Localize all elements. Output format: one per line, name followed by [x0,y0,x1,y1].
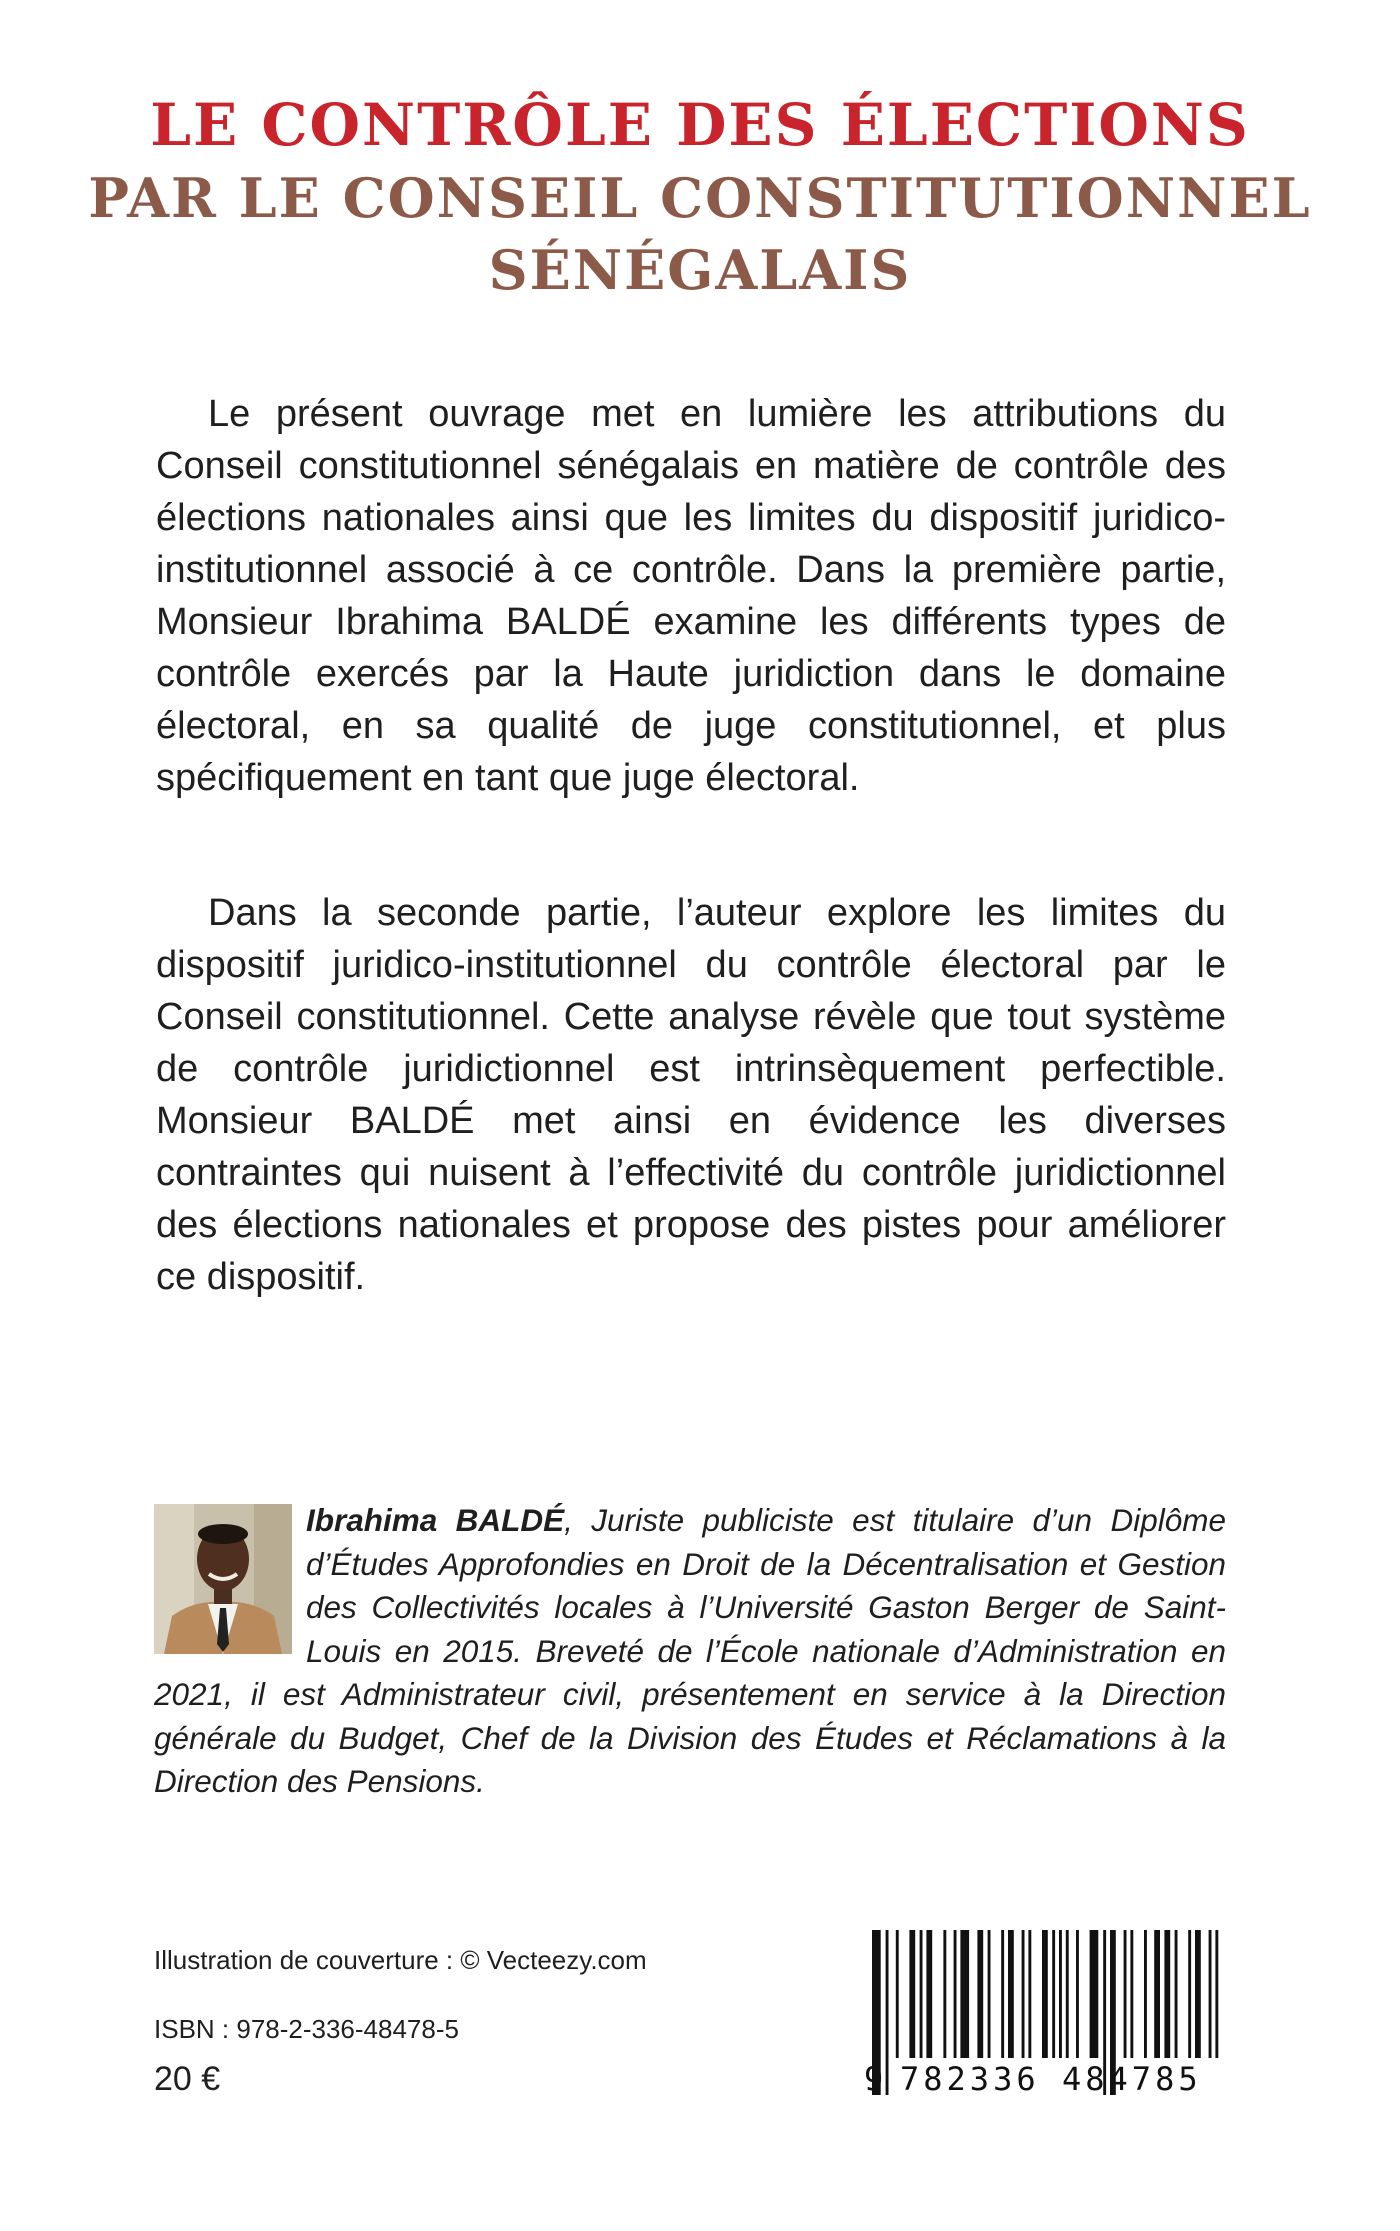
author-bio-text: , Juriste publiciste est titulaire d’un Diplôme d’Études Approfondies en Droit de la Décentralisation et Gestion des Collectivités locales à l’Université Gaston Berger de Saint-Louis en 2015. Breveté de l’École nationale d’Administration en 2021, il est Administrateur civil, présentement en service à la Direction générale du Budget, Chef de la Division des Études et Réclamations à la Direction des Pensions. [154,1502,1226,1799]
barcode-bar [1028,1930,1031,2058]
barcode-bar [1076,1930,1079,2058]
barcode-bar [1059,1930,1062,2058]
barcode-bar [1052,1930,1055,2058]
barcode-bar [920,1930,923,2058]
title-line-2: PAR LE CONSEIL CONSTITUTIONNEL [88,166,1312,230]
isbn: ISBN : 978-2-336-48478-5 [154,2014,459,2044]
summary-paragraph-2: Dans la seconde partie, l’auteur explore les limites du dispositif juridico-institutionnel du contrôle électoral par le Conseil constitutionnel. Cette analyse révèle que tout système de contrôle juridictionnel est intrinsèquement perfectible. Monsieur BALDÉ met ainsi en évidence les diverses contraintes qui nuisent à l’effectivité du contrôle juridictionnel des élections nationales et propose des pistes pour améliorer ce dispositif. [156,892,1226,1298]
barcode-bar [1090,1930,1099,2058]
barcode-bar [1144,1930,1147,2058]
barcode-bar [1209,1930,1212,2058]
barcode-lead-digit: 9 [864,2060,884,2098]
author-name: Ibrahima BALDÉ [306,1502,565,1538]
barcode-bar [1022,1930,1025,2058]
barcode-bar [960,1930,969,2058]
summary-paragraph-1: Le présent ouvrage met en lumière les attributions du Conseil constitutionnel sénégalais en matière de contrôle des élections nationales ainsi que les limites du dispositif juridico-institutionnel associé à ce contrôle. Dans la première partie, Monsieur Ibrahima BALDÉ examine les différents types de contrôle exercés par la Haute juridiction dans le domaine électoral, en sa qualité de juge constitutionnel, et plus spécifiquement en tant que juge électoral. [156,393,1226,799]
barcode-group-1: 782336 [900,2060,1040,2098]
barcode-bar [1188,1930,1191,2058]
barcode-group-2: 484785 [1062,2060,1202,2098]
barcode-bar [1066,1930,1069,2058]
barcode-bar [943,1930,946,2058]
barcode-bar [1215,1930,1218,2058]
barcode-bar [1164,1930,1170,2058]
title-line-3: SÉNÉGALAIS [488,238,912,302]
barcode-bar [1130,1930,1133,2058]
barcode-digits [860,2060,1226,2100]
barcode-bar [1124,1930,1127,2058]
barcode-bar [896,1930,899,2058]
illustration-credit: Illustration de couverture : © Vecteezy.com [154,1945,647,1975]
author-bio [154,1499,1226,1804]
barcode-bar [909,1930,915,2058]
book-title [0,88,1400,306]
barcode-bar [1001,1930,1004,2058]
barcode-bar [926,1930,932,2058]
title-line-1: LE CONTRÔLE DES ÉLECTIONS [150,91,1250,159]
barcode-bar [977,1930,983,2058]
barcode-bar [1042,1930,1048,2058]
barcode-bar [988,1930,991,2058]
barcode-bar [1175,1930,1178,2058]
price: 20 € [154,2060,221,2098]
barcode-bar [1008,1930,1014,2058]
barcode-bar [1195,1930,1201,2058]
barcode-bar [1154,1930,1160,2058]
barcode-bar [954,1930,957,2058]
